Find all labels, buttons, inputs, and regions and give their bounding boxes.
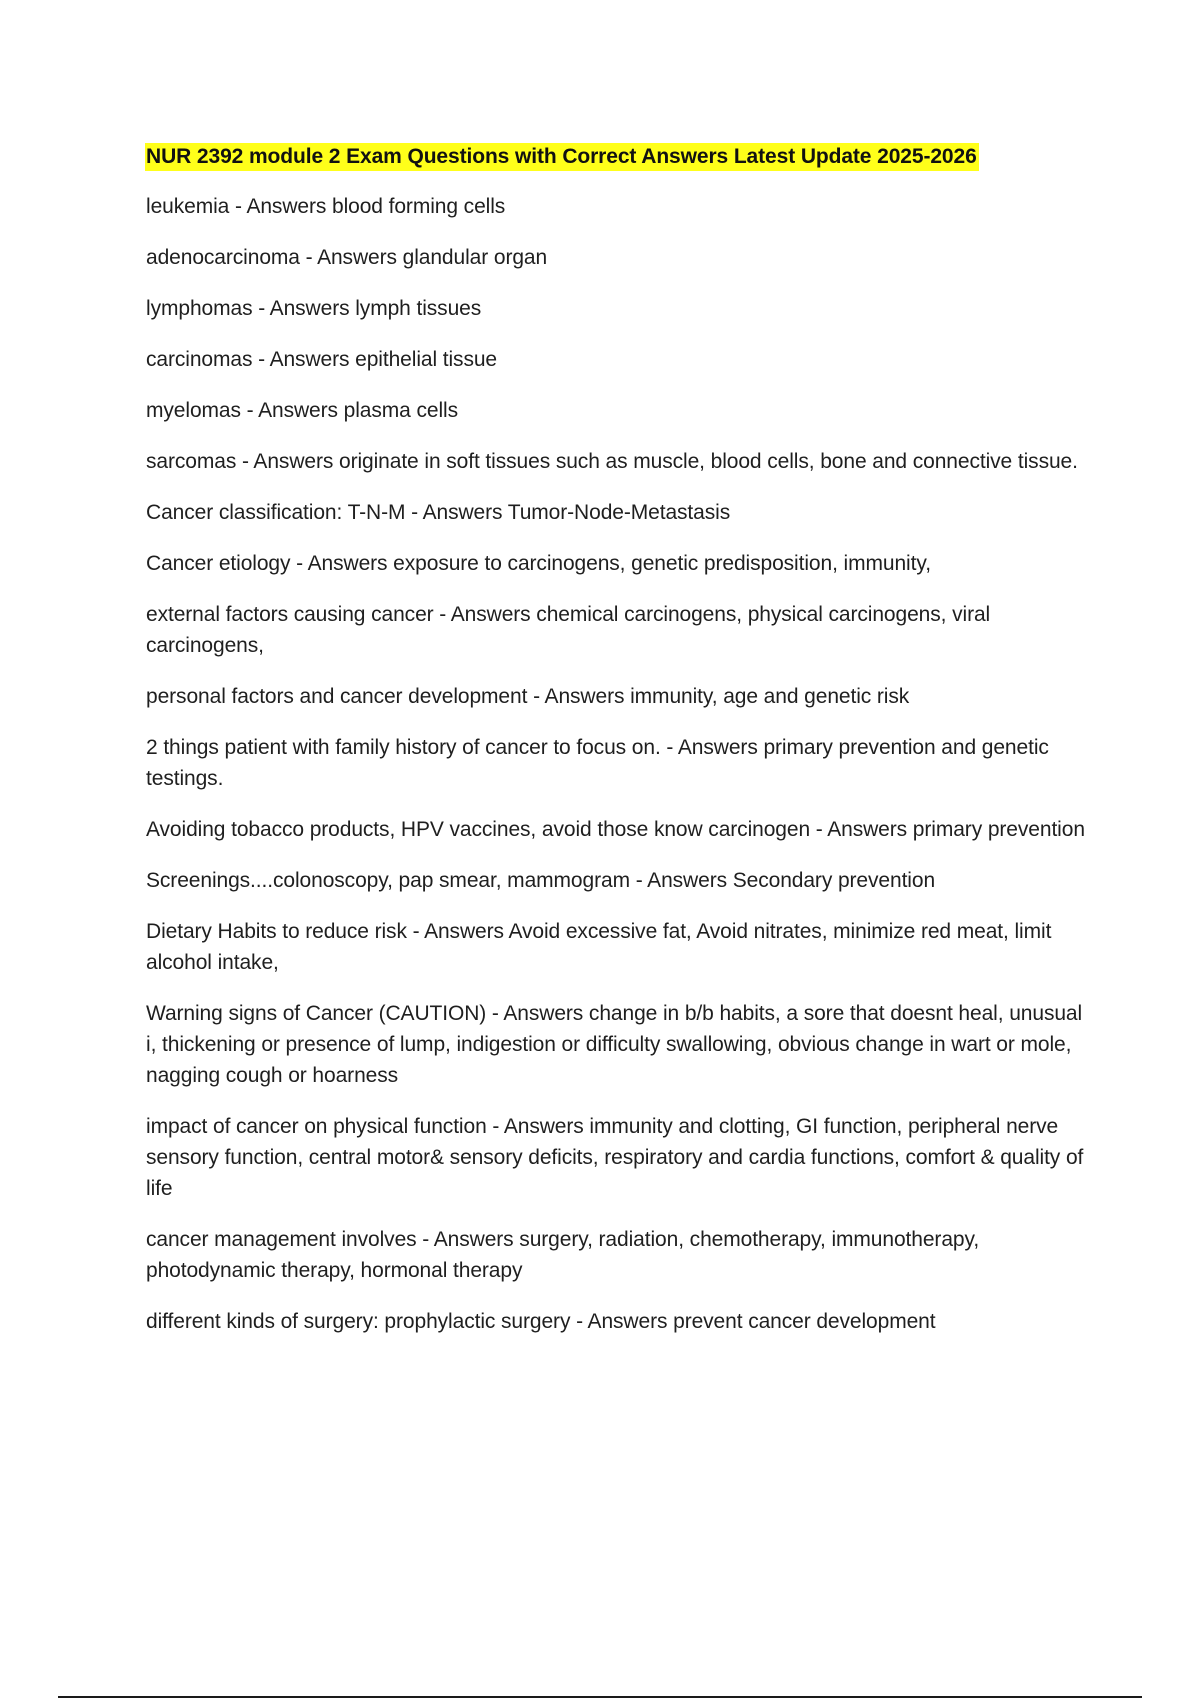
qa-item: adenocarcinoma - Answers glandular organ xyxy=(146,246,548,269)
document-content xyxy=(146,143,1096,1357)
qa-item: external factors causing cancer - Answers chemical carcinogens, physical carcinogens, viral carcinogens, xyxy=(146,603,991,657)
qa-item: Screenings....colonoscopy, pap smear, mammogram - Answers Secondary prevention xyxy=(146,869,936,892)
qa-item: cancer management involves - Answers surgery, radiation, chemotherapy, immunotherapy, photodynamic therapy, hormonal therapy xyxy=(146,1228,980,1282)
document-title: NUR 2392 module 2 Exam Questions with Correct Answers Latest Update 2025-2026 xyxy=(145,143,979,171)
qa-item: Warning signs of Cancer (CAUTION) - Answers change in b/b habits, a sore that doesnt heal, unusual i, thickening or presence of lump, indigestion or difficulty swallowing, obvious change in wart or mole, nagging cough or hoarness xyxy=(146,1002,1083,1087)
qa-item: leukemia - Answers blood forming cells xyxy=(146,195,506,218)
page-bottom-divider xyxy=(58,1696,1142,1698)
qa-item: myelomas - Answers plasma cells xyxy=(146,399,458,422)
qa-item: lymphomas - Answers lymph tissues xyxy=(146,297,482,320)
qa-item: personal factors and cancer development - Answers immunity, age and genetic risk xyxy=(146,685,910,708)
qa-item: impact of cancer on physical function - Answers immunity and clotting, GI function, peripheral nerve sensory function, central motor& sensory deficits, respiratory and cardia functions, comfort & quality of life xyxy=(146,1115,1084,1200)
qa-item: Dietary Habits to reduce risk - Answers Avoid excessive fat, Avoid nitrates, minimize red meat, limit alcohol intake, xyxy=(146,920,1052,974)
qa-item: 2 things patient with family history of cancer to focus on. - Answers primary prevention and genetic testings. xyxy=(146,736,1049,790)
qa-item: Cancer classification: T-N-M - Answers Tumor-Node-Metastasis xyxy=(146,501,731,524)
qa-item: carcinomas - Answers epithelial tissue xyxy=(146,348,498,371)
qa-list xyxy=(146,191,1096,1337)
qa-item: sarcomas - Answers originate in soft tissues such as muscle, blood cells, bone and connective tissue. xyxy=(146,450,1078,473)
qa-item: Avoiding tobacco products, HPV vaccines, avoid those know carcinogen - Answers primary prevention xyxy=(146,818,1085,841)
qa-item: Cancer etiology - Answers exposure to carcinogens, genetic predisposition, immunity, xyxy=(146,552,931,575)
qa-item: different kinds of surgery: prophylactic surgery - Answers prevent cancer development xyxy=(146,1310,936,1333)
